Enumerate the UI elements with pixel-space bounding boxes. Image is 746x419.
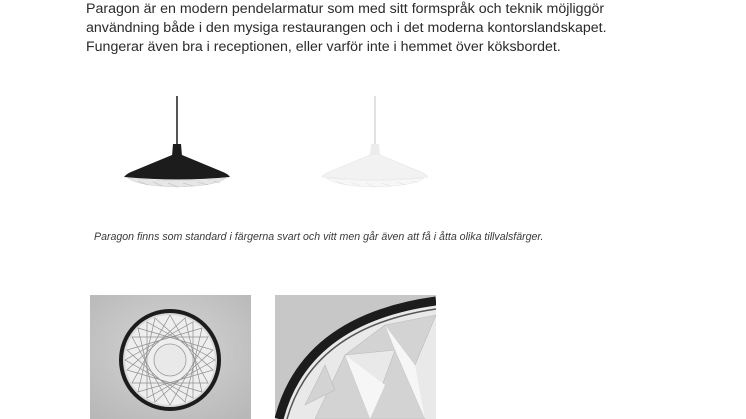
lamp-detail-closeup-photo <box>275 295 436 419</box>
lamp-bottom-view-photo <box>90 295 251 419</box>
white-pendant-lamp-image <box>316 94 434 188</box>
black-pendant-lamp-image <box>118 94 236 188</box>
lamp-colors-caption: Paragon finns som standard i färgerna svart och vitt men går även att få i åtta olika tillvalsfärger. <box>94 231 544 243</box>
intro-line-2: användning både i den mysiga restaurangen och i det moderna kontorslandskapet. <box>86 20 607 36</box>
intro-line-1: Paragon är en modern pendelarmatur som med sitt formspråk och teknik möjliggör <box>86 1 605 17</box>
intro-line-3: Fungerar även bra i receptionen, eller varför inte i hemmet över köksbordet. <box>86 39 561 55</box>
intro-paragraph <box>86 0 686 57</box>
